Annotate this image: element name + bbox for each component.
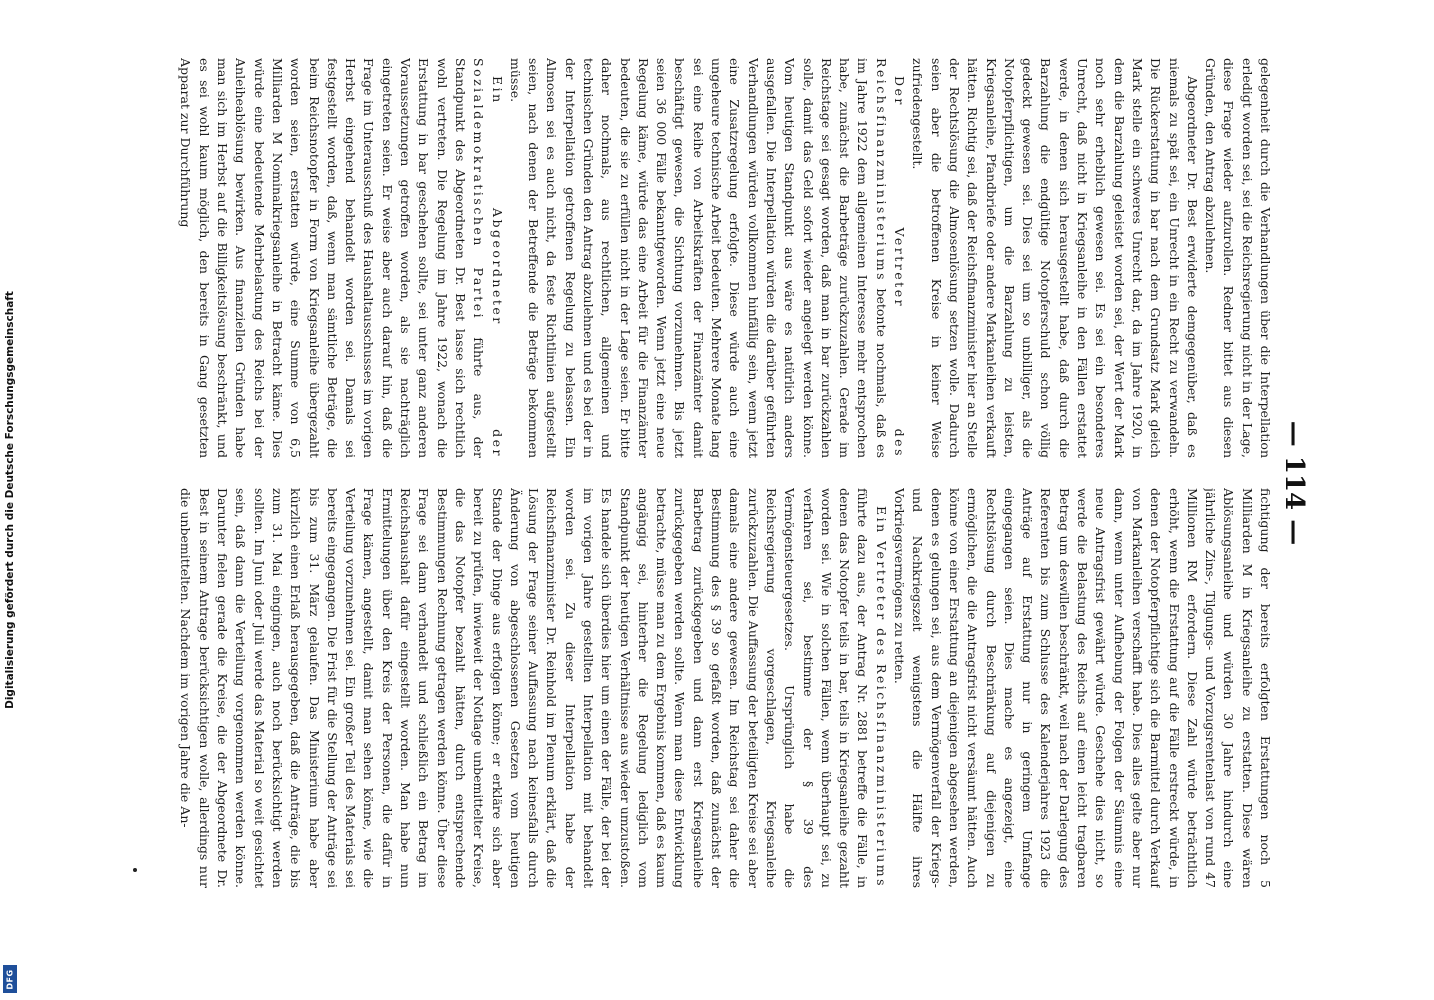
scan-speck [133, 868, 137, 872]
scanned-page [154, 58, 1314, 908]
speaker-lead: Ein Vertreter des Reichsfinanzministeriums [873, 506, 889, 888]
paragraph: Der Vertreter des Reichsfinanzministeriums betonte nochmals, daß es im Jahre 1922 dem allgemeinen Interesse mehr entsprochen habe, zunächst die Barbeträge zurückzuzahlen. Gerade im Reichstage sei gesagt worden, daß man in bar zurückzahlen solle, damit das Geld sofort wieder angelegt werden könne. Vom heutigen Standpunkt aus wäre es natürlich anders ausgefallen. Die Interpellation würden die darüber geführten Verhandlungen würden vollkommen hinfällig sein, wenn jetzt eine Zusatzregelung erfolgte. Diese würde auch eine ungeheure technische Arbeit bedeuten. Mehrere Monate lang sei eine Reihe von Arbeitskräften der Finanzämter damit beschäftigt gewesen, die Sichtung vorzunehmen. Bis jetzt seien 36 000 Fälle bekanntgeworden. Wenn jetzt eine neue Regelung käme, würde das eine Arbeit für die Finanzämter bedeuten, die sie zu erfüllen nicht in der Lage seien. Er bitte daher nochmals, aus rechtlichen, allgemeinen und technischen Gründen den Antrag abzulehnen und es bei der in der Interpellation getroffenen Regelung zu belassen. Ein Almosen sei es auch nicht, da feste Richtlinien aufgestellt seien, nach denen der Betreffende die Beträge bekommen müsse. [507, 58, 908, 458]
dfg-logo: DFG [3, 965, 17, 993]
paragraph: Abgeordneter Dr. Best erwiderte demgegenüber, daß es niemals zu spät sei, ein Unrecht in ein Recht zu verwandeln. Die Rückerstattung in bar nach dem Grundsatz Mark gleich Mark stelle ein schweres Unrecht dar, da im Jahre 1920, in dem die Barzahlung geleistet worden sei, der Wert der Mark noch sehr erheblich gewesen sei. Es sei ein besonderes Unrecht, daß nicht in Kriegsanleihe in den Fällen erstattet werde, in denen sich herausgestellt habe, daß durch die Barzahlung die endgültige Notopferschuld schon völlig gedeckt gewesen sei. Dies sei um so unbilliger, als die Notopferpflichtigen, um die Barzahlung zu leisten, Kriegsanleihe, Pfandbriefe oder andere Markanleihen verkauft hätten. Richtig sei, daß der Reichsfinanzminister hier an Stelle der Rechtslösung die Almosenlösung setzen wolle. Dadurch seien aber die betroffenen Kreise in keiner Weise zufriedengestellt. [910, 58, 1200, 458]
paragraph: Ein Abgeordneter der Sozialdemokratischen Partei führte aus, der Standpunkt des Abgeordneten Dr. Best lasse sich rechtlich wohl vertreten. Die Regelung im Jahre 1922, wonach die Erstattung in bar geschehen sollte, sei unter ganz anderen Voraussetzungen getroffen worden, als sie nachträglich eingetreten seien. Er weise aber auch darauf hin, daß die Frage im Unterausschuß des Haushaltausschusses im vorigen Herbst eingehend behandelt worden sei. Damals sei festgestellt worden, daß, wenn man sämtliche Beträge, die beim Reichsnotopfer in Form von Kriegsanleihe übergezahlt worden seien, erstatten würde, eine Summe von 6,5 Milliarden M Nominalkriegsanleihe in Betracht käme. Dies würde eine bedeutende Mehrbelastung des Reichs bei der Anleiheablösung bewirken. Aus finanziellen Gründen habe man sich im Herbst auf die Billigkeitslösung beschränkt, und es sei wohl kaum möglich, den bereits in Gang gesetzten Apparat zur Durchführung [178, 58, 505, 458]
speaker-lead: Ein Abgeordneter der Sozialdemokratischen Partei [471, 58, 505, 458]
digitization-credit-bar [0, 0, 22, 1000]
text-column-left [174, 488, 1274, 888]
page-number: — 114 — [1279, 420, 1309, 546]
paragraph: gelegenheit durch die Verhandlungen über die Interpellation erledigt worden sei, sei die Reichsregierung nicht in der Lage, diese Frage wieder aufzurollen. Redner bittet aus diesen Gründen, den Antrag abzulehnen. [1203, 58, 1273, 458]
paragraph: fichtigung der bereits erfolgten Erstattungen noch 5 Milliarden M in Kriegsanleihe zu erstatten. Diese wären Ablösungsanleihe und würden 30 Jahre hindurch eine jährliche Zins-, Tilgungs- und Vorzugsrentenlast von rund 47 Millionen RM erfordern. Diese Zahl würde beträchtlich erhöht, wenn die Erstattung auf die Fälle erstreckt würde, in denen der Notopferpflichtige sich die Barmittel durch Verkauf von Markanleihen verschafft habe. Dies alles gelte aber nur dann, wenn unter Aufhebung der Folgen der Säumnis eine neue Antragsfrist gewährt würde. Geschehe dies nicht, so werde die Belastung des Reichs auf einen leicht tragbaren Betrag um deswillen beschränkt, weil nach der Darlegung des Referenten bis zum Schlusse des Kalenderjahres 1923 die Anträge auf Erstattung nur in geringem Umfange eingegangen seien. Dies mache es angezeigt, eine Rechtslösung durch Beschränkung auf diejenigen zu ermöglichen, die die Antragsfrist nicht versäumt hätten. Auch könne von einer Erstattung an diejenigen abgesehen werden, denen es gelungen sei, aus dem Vermögenverfall der Kriegs- und Nachkriegszeit wenigstens die Hälfte ihres Vorkriegsvermögens zu retten. [892, 488, 1273, 888]
paragraph: Ein Vertreter des Reichsfinanzministeriums führte dazu aus, der Antrag Nr. 2881 betreffe die Fälle, in denen das Notopfer teils in bar, teils in Kriegsanleihe gezahlt worden sei. Wie in solchen Fällen, wenn überhaupt sei, zu verfahren sei, bestimme der § 39 des Vermögensteuergesetzes. Ursprünglich habe die Reichsregierung vorgeschlagen, Kriegsanleihe zurückzuzahlen. Die Auffassung der beteiligten Kreise sei aber damals eine andere gewesen. Im Reichstag sei daher die Bestimmung des § 39 so gefaßt worden, daß zunächst der Barbetrag zurückgegeben und dann erst Kriegsanleihe zurückgegeben werden sollte. Wenn man diese Entwicklung betrachte, müsse man zu dem Ergebnis kommen, daß es kaum angängig sei, hinterher die Regelung lediglich vom Standpunkt der heutigen Verhältnisse aus wieder umzustoßen. Es handele sich überdies hier um einen der Fälle, der bei der im vorigen Jahre gestellten Interpellation mit behandelt worden sei. Zu dieser Interpellation habe der Reichsfinanzminister Dr. Reinhold im Plenum erklärt, daß die Lösung der Frage seiner Auffassung nach keinesfalls durch Änderung von abgeschlossenen Gesetzen vom heutigen Stande der Dinge aus erfolgen könne; er erkläre sich aber bereit zu prüfen, inwieweit der Notlage unbemittelter Kreise, die das Notopfer bezahlt hätten, durch entsprechende Bestimmungen Rechnung getragen werden könne. Über diese Frage sei dann verhandelt und schließlich ein Betrag im Reichshaushalt dafür eingestellt worden. Man habe nun Ermittelungen über den Kreis der Personen, die dafür in Frage kämen, angestellt, damit man sehen könne, wie die Verteilung vorzunehmen sei. Ein großer Teil des Materials sei bereits eingegangen. Die Frist für die Stellung der Anträge sei bis zum 31. März gelaufen. Das Ministerium habe aber kürzlich einen Erlaß herausgegeben, daß die Anträge, die bis zum 31. Mai eingingen, auch noch berücksichtigt werden sollten. Im Juni oder Juli werde das Material so weit gesichtet sein, daß dann die Verteilung vorgenommen werden könne. Darunter fielen gerade die Kreise, die der Abgeordnete Dr. Best in seinem Antrage berücksichtigen wolle, allerdings nur die unbemittelten. Nachdem im vorigen Jahre die An- [178, 488, 889, 888]
digitization-credit: Digitalisierung gefördert durch die Deutsche Forschungsgemeinschaft [4, 291, 16, 709]
text-column-right [174, 58, 1274, 458]
speaker-lead: Der Vertreter des Reichsfinanzministeriums [873, 58, 908, 458]
